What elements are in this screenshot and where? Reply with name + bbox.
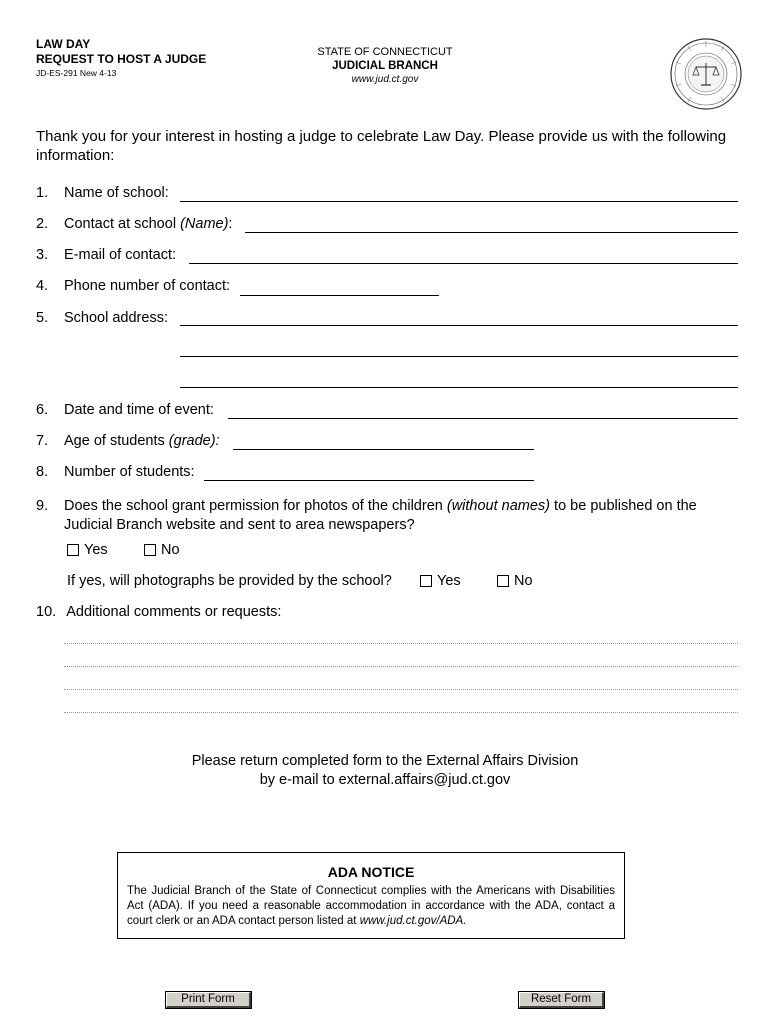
question-number: 2.	[36, 216, 49, 232]
ada-notice-box	[117, 852, 625, 939]
question-number: 10.	[36, 604, 57, 620]
label-italic: (Name)	[180, 216, 229, 232]
school-address-field-1[interactable]	[180, 325, 738, 326]
question-number: 5.	[36, 310, 49, 326]
ada-notice-title: ADA NOTICE	[327, 864, 415, 880]
photos-provided-question: If yes, will photographs be provided by the school?	[67, 573, 392, 589]
comments-field-2[interactable]	[64, 666, 738, 667]
question-number: 3.	[36, 247, 49, 263]
checkbox-label: No	[161, 542, 180, 558]
student-age-field[interactable]	[233, 449, 534, 450]
checkbox[interactable]	[420, 575, 432, 587]
question-event-date	[0, 401, 770, 423]
school-address-field-3[interactable]	[180, 387, 738, 388]
label-colon: :	[228, 216, 233, 232]
intro-text: Thank you for your interest in hosting a judge to celebrate Law Day. Please provide us with the following information:	[36, 128, 727, 164]
student-count-field[interactable]	[204, 480, 534, 481]
comments-field-4[interactable]	[64, 712, 738, 713]
branch-name: JUDICIAL BRANCH	[332, 60, 438, 72]
comments-field-3[interactable]	[64, 689, 738, 690]
return-line-1: Please return completed form to the External Affairs Division	[191, 753, 579, 769]
photo-permission-yes[interactable]	[67, 541, 108, 559]
question-photo-permission	[0, 497, 770, 537]
school-address-field-2[interactable]	[180, 356, 738, 357]
state-name: STATE OF CONNECTICUT	[317, 46, 453, 58]
agency-header	[290, 45, 480, 87]
question-number: 7.	[36, 433, 49, 449]
checkbox[interactable]	[144, 544, 156, 556]
question-number: 1.	[36, 185, 49, 201]
contact-phone-field[interactable]	[240, 295, 439, 296]
photos-provided-no[interactable]	[497, 572, 533, 590]
label-text: Age of students	[64, 433, 165, 449]
checkbox-label: Yes	[437, 573, 461, 589]
form-header	[36, 37, 206, 79]
school-name-field[interactable]	[180, 201, 738, 202]
contact-email-field[interactable]	[189, 263, 738, 264]
question-label: School address:	[64, 310, 168, 326]
question-student-age	[0, 432, 770, 454]
judicial-seal-icon	[670, 38, 742, 110]
question-label-line2: Judicial Branch website and sent to area newspapers?	[64, 517, 415, 533]
question-number: 9.	[36, 498, 49, 514]
return-line-2: by e-mail to external.affairs@jud.ct.gov	[259, 772, 511, 788]
checkbox[interactable]	[67, 544, 79, 556]
form-title: LAW DAY	[36, 37, 91, 51]
label-italic: (without names)	[446, 498, 551, 514]
question-contact-name	[0, 215, 770, 237]
form-subtitle: REQUEST TO HOST A JUDGE	[36, 52, 207, 66]
question-number: 4.	[36, 278, 49, 294]
return-instructions	[0, 752, 770, 790]
label-italic: (grade):	[168, 433, 220, 449]
question-number: 8.	[36, 464, 49, 480]
ada-body-text: The Judicial Branch of the State of Connecticut complies with the Americans with Disabilities Act (ADA). If you need a reasonable accommodation in accordance with the ADA, contact a court clerk or an ADA contact person listed at	[127, 885, 615, 927]
label-text: Contact at school	[64, 216, 177, 232]
reset-form-button[interactable]: Reset Form	[519, 992, 604, 1008]
label-text-cont: to be published on the	[554, 498, 697, 514]
form-code: JD-ES-291 New 4-13	[36, 68, 117, 78]
question-school-address	[0, 309, 770, 331]
question-label	[64, 215, 232, 233]
question-additional-comments	[36, 603, 281, 621]
checkbox-label: Yes	[84, 542, 108, 558]
question-label: Name of school:	[64, 185, 169, 201]
ada-notice-body	[127, 884, 615, 929]
ada-link: www.jud.ct.gov/ADA.	[359, 915, 467, 927]
question-contact-email	[0, 246, 770, 268]
question-student-count	[0, 463, 770, 485]
photos-provided-yes[interactable]	[420, 572, 461, 590]
event-date-field[interactable]	[228, 418, 738, 419]
print-form-button[interactable]: Print Form	[166, 992, 251, 1008]
question-label	[64, 432, 220, 450]
question-label: Number of students:	[64, 464, 195, 480]
question-label	[64, 497, 697, 515]
question-label: Additional comments or requests:	[66, 604, 282, 620]
question-label: Date and time of event:	[64, 402, 214, 418]
question-name-of-school	[0, 184, 770, 206]
contact-name-field[interactable]	[245, 232, 738, 233]
website: www.jud.ct.gov	[351, 74, 419, 85]
question-label: E-mail of contact:	[64, 247, 177, 263]
photo-permission-no[interactable]	[144, 541, 180, 559]
checkbox[interactable]	[497, 575, 509, 587]
comments-field-1[interactable]	[64, 643, 738, 644]
label-text: Does the school grant permission for photos of the children	[64, 498, 443, 514]
question-number: 6.	[36, 402, 49, 418]
checkbox-label: No	[514, 573, 533, 589]
question-label: Phone number of contact:	[64, 278, 231, 294]
